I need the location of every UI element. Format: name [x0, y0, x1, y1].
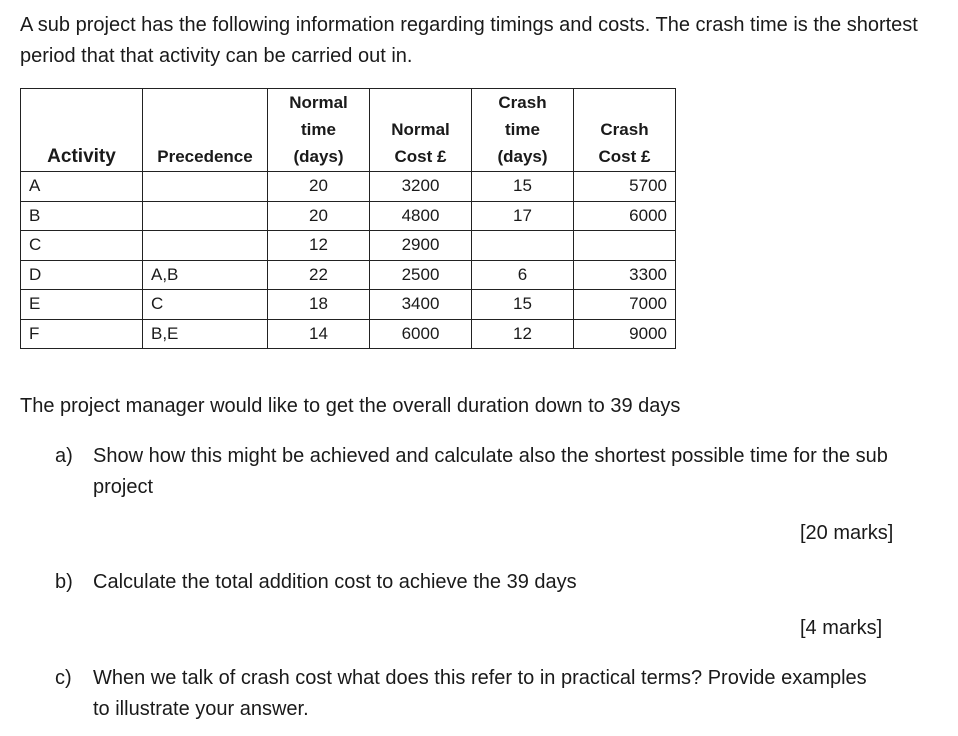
question-b-text: Calculate the total addition cost to achieve the 39 days	[93, 571, 577, 593]
header-precedence: Precedence	[143, 89, 268, 172]
table-row	[21, 172, 676, 202]
cell-precedence: C	[143, 290, 268, 320]
question-c-text: When we talk of crash cost what does this refer to in practical terms? Provide examples to illustrate your answer.	[93, 667, 867, 720]
cell-activity: E	[21, 290, 143, 320]
cell-crash-time: 15	[472, 290, 574, 320]
cell-normal-time: 22	[268, 260, 370, 290]
table-row	[21, 201, 676, 231]
table-header-row	[21, 89, 676, 172]
cell-crash-cost: 3300	[574, 260, 676, 290]
cell-activity: C	[21, 231, 143, 261]
cell-normal-cost: 6000	[370, 319, 472, 349]
project-statement: The project manager would like to get the overall duration down to 39 days	[20, 395, 681, 417]
table-row	[21, 260, 676, 290]
cell-normal-cost: 4800	[370, 201, 472, 231]
cell-precedence	[143, 201, 268, 231]
cell-normal-time: 20	[268, 201, 370, 231]
table-row	[21, 319, 676, 349]
cell-precedence: B,E	[143, 319, 268, 349]
header-normal-cost: Normal Cost £	[370, 89, 472, 172]
cell-normal-cost: 3200	[370, 172, 472, 202]
activity-table	[20, 88, 676, 349]
cell-crash-cost: 5700	[574, 172, 676, 202]
cell-crash-cost	[574, 231, 676, 261]
cell-activity: D	[21, 260, 143, 290]
header-crash-cost: Crash Cost £	[574, 89, 676, 172]
question-a-text: Show how this might be achieved and calculate also the shortest possible time for the sub project	[93, 445, 888, 498]
question-b-marks: [4 marks]	[800, 617, 883, 639]
cell-activity: B	[21, 201, 143, 231]
question-c-label: c)	[55, 667, 72, 689]
table-row	[21, 290, 676, 320]
question-b-label: b)	[55, 571, 73, 593]
cell-normal-time: 12	[268, 231, 370, 261]
cell-precedence	[143, 172, 268, 202]
header-crash-time: Crash time (days)	[472, 89, 574, 172]
cell-precedence	[143, 231, 268, 261]
cell-crash-time: 6	[472, 260, 574, 290]
cell-precedence: A,B	[143, 260, 268, 290]
cell-crash-time: 17	[472, 201, 574, 231]
cell-normal-cost: 2500	[370, 260, 472, 290]
cell-crash-cost: 6000	[574, 201, 676, 231]
cell-crash-cost: 9000	[574, 319, 676, 349]
cell-normal-time: 18	[268, 290, 370, 320]
header-activity: Activity	[21, 89, 143, 172]
cell-crash-time: 12	[472, 319, 574, 349]
cell-normal-time: 14	[268, 319, 370, 349]
cell-normal-time: 20	[268, 172, 370, 202]
header-normal-time: Normal time (days)	[268, 89, 370, 172]
cell-normal-cost: 3400	[370, 290, 472, 320]
cell-activity: F	[21, 319, 143, 349]
intro-paragraph: A sub project has the following information regarding timings and costs. The crash time is the shortest period that that activity can be carried out in.	[20, 14, 918, 67]
question-a-marks: [20 marks]	[800, 522, 894, 544]
table-row	[21, 231, 676, 261]
question-a-label: a)	[55, 445, 73, 467]
cell-activity: A	[21, 172, 143, 202]
cell-crash-time	[472, 231, 574, 261]
cell-normal-cost: 2900	[370, 231, 472, 261]
cell-crash-cost: 7000	[574, 290, 676, 320]
cell-crash-time: 15	[472, 172, 574, 202]
